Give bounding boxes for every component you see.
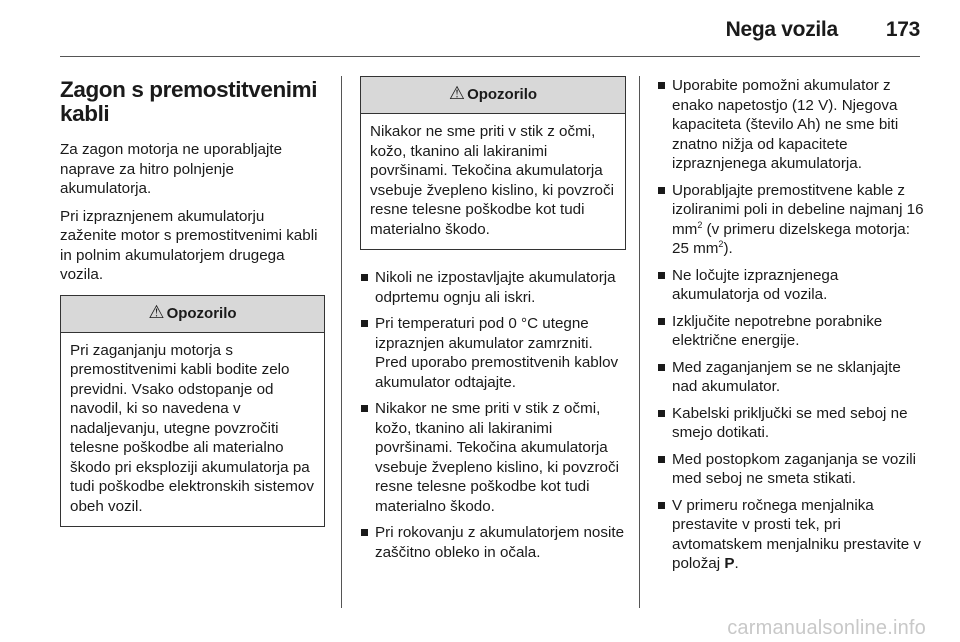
column-divider-left xyxy=(341,76,342,608)
gear-position: P xyxy=(724,555,735,572)
superscript: 2 xyxy=(718,239,724,249)
warning-triangle-icon: ⚠ xyxy=(448,83,466,104)
list-item: Nikoli ne izpostavljajte akumulatorja odprtemu ognju ali iskri. xyxy=(360,268,626,307)
bullet-list-col2 xyxy=(360,268,626,562)
page-number: 173 xyxy=(885,18,920,41)
warning-body: Nikakor ne sme priti v stik z očmi, kožo, tkanino ali lakiranimi površinami. Tekočina akumulatorja vsebuje žvepleno kislino, ki povzroči resne telesne poškodbe kot tudi materialno škodo. xyxy=(370,123,614,238)
watermark: carmanualsonline.info xyxy=(727,617,926,639)
superscript: 2 xyxy=(697,219,703,230)
warning-box-1 xyxy=(60,295,325,528)
warning-box-2 xyxy=(360,76,626,250)
column-divider-right xyxy=(639,76,640,608)
warning-heading: Opozorilo xyxy=(166,304,237,322)
list-item: Ne ločujte izpraznjenega akumulatorja od vozila. xyxy=(657,266,927,305)
list-item: Izključite nepotrebne porabnike električne energije. xyxy=(657,312,927,351)
list-item xyxy=(657,496,927,574)
column-1 xyxy=(60,76,325,527)
warning-triangle-icon: ⚠ xyxy=(148,301,165,322)
warning-header xyxy=(361,77,625,114)
warning-heading: Opozorilo xyxy=(467,86,538,104)
list-item: Uporabite pomožni akumulator z enako napetostjo (12 V). Njegova kapaciteta (število Ah) ne sme biti znatno nižja od kapacitete izpraznjenega akumulatorja. xyxy=(657,76,927,174)
page-header xyxy=(726,18,920,42)
intro-paragraph-1: Za zagon motorja ne uporabljajte naprave za hitro polnjenje akumulatorja. xyxy=(60,141,283,197)
text: . xyxy=(734,555,739,572)
warning-header xyxy=(61,296,324,333)
list-item: Med postopkom zaganjanja se vozili med seboj ne smeta stikati. xyxy=(657,450,927,489)
warning-body: Pri zaganjanju motorja s premostitvenimi kabli bodite zelo previdni. Vsako odstopanje od navodil, ki so navedena v nadaljevanju, utegne povzročiti telesne poškodbe ali materialno škodo pri eksploziji akumulatorja pa tudi poškodbe elektronskih sistemov obeh vozil. xyxy=(70,341,314,515)
column-2 xyxy=(360,76,626,569)
list-item: Kabelski priključki se med seboj ne smejo dotikati. xyxy=(657,404,927,443)
page-title: Zagon s premostitvenimi kabli xyxy=(60,77,318,126)
text: V primeru ročnega menjalnika prestavite v prosti tek, pri avtomatskem menjalniku prestavite v položaj xyxy=(672,496,922,572)
list-item: Med zaganjanjem se ne sklanjajte nad akumulator. xyxy=(657,358,927,397)
header-rule xyxy=(60,56,920,57)
text: (v primeru dizelskega motorja: 25 mm xyxy=(672,220,910,257)
list-item: Pri temperaturi pod 0 °C utegne izpraznjen akumulator zamrzniti. Pred uporabo premostitvenih kablov akumulator odtajajte. xyxy=(360,314,626,392)
list-item xyxy=(657,181,927,259)
list-item: Nikakor ne sme priti v stik z očmi, kožo, tkanino ali lakiranimi površinami. Tekočina akumulatorja vsebuje žvepleno kislino, ki povzroči resne telesne poškodbe kot tudi materialno škodo. xyxy=(360,399,626,516)
text: Uporabljajte premostitvene kable z izoliranimi poli in debeline najmanj 16 mm xyxy=(672,181,924,238)
column-3 xyxy=(657,76,927,581)
intro-paragraph-2: Pri izpraznjenem akumulatorju zaženite motor s premostitvenimi kabli in polnim akumulatorjem drugega vozila. xyxy=(60,207,318,283)
list-item: Pri rokovanju z akumulatorjem nosite zaščitno obleko in očala. xyxy=(360,523,626,562)
text: ). xyxy=(723,240,733,257)
section-title: Nega vozila xyxy=(725,18,838,41)
bullet-list-col3 xyxy=(657,76,927,574)
